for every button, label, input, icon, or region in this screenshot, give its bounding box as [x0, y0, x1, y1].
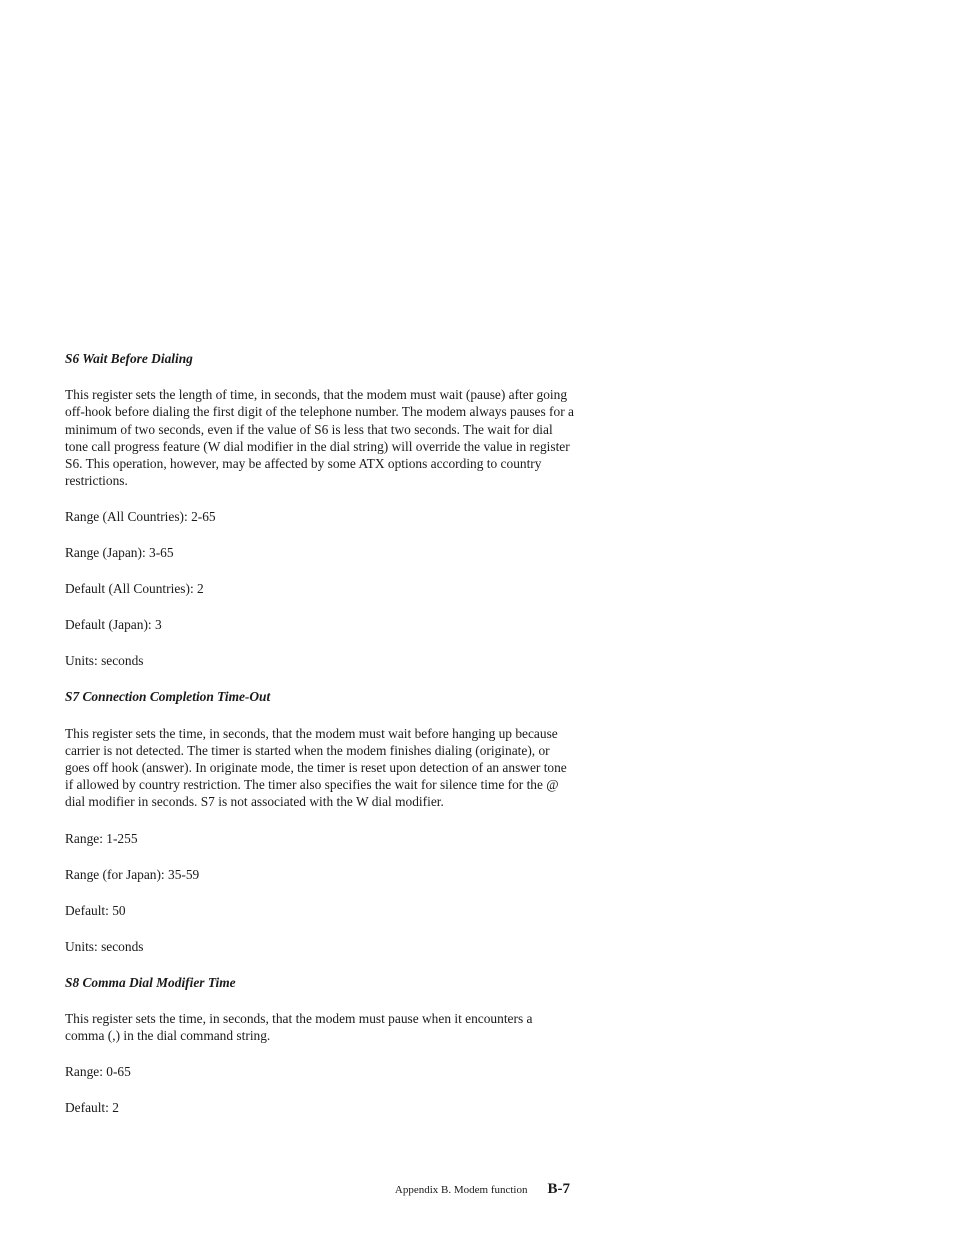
- setting-line: Default: 2: [65, 1100, 119, 1116]
- section-s8: [65, 974, 575, 1117]
- setting-line: Range: 0-65: [65, 1064, 131, 1080]
- setting-line: Units: seconds: [65, 653, 144, 669]
- section-s7: [65, 688, 575, 954]
- document-body: [65, 350, 575, 1135]
- setting-line: Default: 50: [65, 902, 126, 918]
- setting-line: Range (Japan): 3-65: [65, 545, 174, 561]
- setting-line: Default (Japan): 3: [65, 617, 162, 633]
- footer-chapter-label: Appendix B. Modem function: [394, 1184, 528, 1196]
- setting-line: Units: seconds: [65, 938, 144, 954]
- setting-line: Default (All Countries): 2: [65, 581, 204, 597]
- section-heading: S6 Wait Before Dialing: [65, 351, 193, 366]
- page-footer: [380, 1180, 570, 1198]
- section-paragraph: This register sets the time, in seconds, that the modem must pause when it encounters a comma (,) in the dial command string.: [65, 1010, 533, 1044]
- section-s6: [65, 350, 575, 670]
- setting-line: Range: 1-255: [65, 830, 138, 846]
- section-heading: S8 Comma Dial Modifier Time: [65, 974, 236, 990]
- setting-line: Range (for Japan): 35-59: [65, 866, 200, 882]
- page-number: B-7: [547, 1181, 570, 1197]
- section-heading: S7 Connection Completion Time-Out: [65, 689, 271, 705]
- section-paragraph: This register sets the length of time, in seconds, that the modem must wait (pause) after going off-hook before dialing the first digit of the telephone number. The modem always pauses for a minimum of two seconds, even if the value of S6 is less that two seconds. The wait for dial tone call progress feature (W dial modifier in the dial string) will override the value in register S6. This operation, however, may be affected by some ATX options according to country restrictions.: [65, 387, 574, 489]
- setting-line: Range (All Countries): 2-65: [65, 509, 216, 525]
- section-paragraph: This register sets the time, in seconds, that the modem must wait before hanging up because carrier is not detected. The timer is started when the modem finishes dialing (originate), or goes off hook (answer). In originate mode, the timer is reset upon detection of an answer tone if allowed by country restriction. The timer also specifies the wait for silence time for the @ dial modifier in seconds. S7 is not associated with the W dial modifier.: [65, 725, 567, 810]
